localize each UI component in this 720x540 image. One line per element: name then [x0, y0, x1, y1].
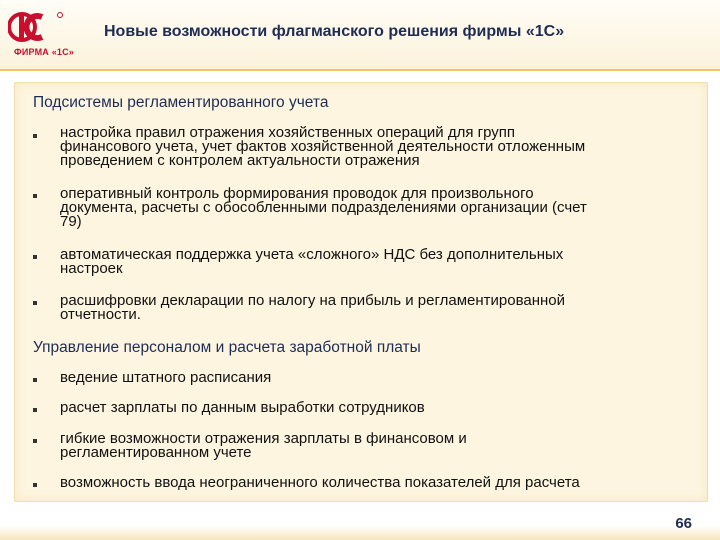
bullet-marker: [33, 483, 37, 487]
slide-header: [0, 0, 720, 70]
header-divider: [0, 69, 720, 71]
list-item: настройка правил отражения хозяйственных операций для групп финансового учета, учет фактов хозяйственной деятельности отложенным проведением с контролем актуальности отражения: [60, 124, 586, 169]
page-number: 66: [675, 515, 692, 532]
section-heading-regulated-accounting: Подсистемы регламентированного учета: [33, 94, 329, 111]
bullet-marker: [33, 194, 37, 198]
bullet-marker: [33, 255, 37, 259]
slide-title: Новые возможности флагманского решения фирмы «1С»: [104, 23, 565, 40]
list-item: возможность ввода неограниченного количества показателей для расчета: [60, 474, 580, 491]
bullet-marker: [33, 439, 37, 443]
list-item: гибкие возможности отражения зарплаты в финансовом и регламентированном учете: [60, 430, 467, 461]
footer-band: [0, 526, 720, 540]
list-item: расшифровки декларации по налогу на прибыль и регламентированной отчетности.: [60, 292, 565, 323]
list-item: ведение штатного расписания: [60, 369, 272, 386]
list-item: оперативный контроль формирования проводок для произвольного документа, расчеты с обособленными подразделениями организации (счет 79): [60, 185, 587, 230]
bullet-marker: [33, 408, 37, 412]
bullet-marker: [33, 378, 37, 382]
logo-1c-icon: [8, 7, 80, 47]
company-logo: [8, 7, 80, 63]
bullet-marker: [33, 134, 37, 138]
list-item: расчет зарплаты по данным выработки сотрудников: [60, 399, 425, 416]
logo-brand-text: ФИРМА «1С»: [13, 47, 75, 57]
list-item: автоматическая поддержка учета «сложного» НДС без дополнительных настроек: [60, 246, 564, 277]
bullet-marker: [33, 301, 37, 305]
section-heading-payroll: Управление персоналом и расчета заработной платы: [33, 339, 421, 356]
